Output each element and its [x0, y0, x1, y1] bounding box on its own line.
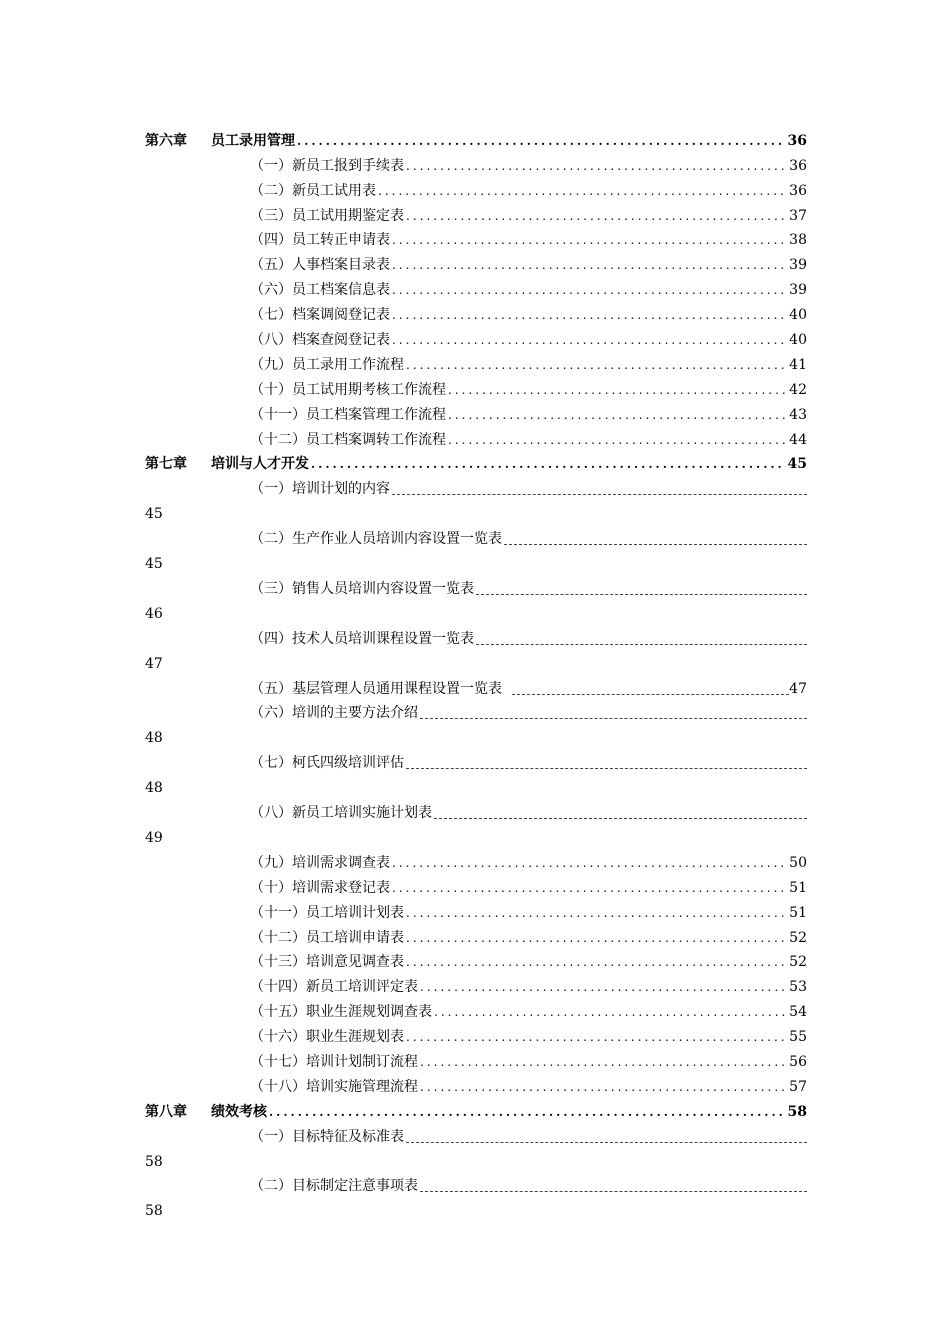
dot-leader: [392, 306, 787, 324]
entry-label: （四）员工转正申请表: [250, 232, 390, 249]
entry-label: （一）新员工报到手续表: [250, 157, 404, 174]
dot-leader: [448, 381, 787, 399]
chapter-heading: [145, 1103, 267, 1121]
dot-leader: [406, 157, 787, 175]
chapter-number: 第六章: [145, 132, 187, 149]
dot-leader: [392, 231, 787, 249]
page-number: 43: [789, 406, 807, 423]
page-number: 37: [789, 207, 807, 224]
page-number: 50: [789, 854, 807, 871]
entry-label: （一）培训计划的内容: [250, 481, 390, 498]
page-number: 44: [789, 431, 807, 448]
page-number: 40: [789, 332, 807, 349]
page-number: 52: [789, 929, 807, 946]
toc-entry[interactable]: [145, 1071, 807, 1096]
page-number: 36: [789, 157, 807, 174]
toc-entry[interactable]: [145, 996, 807, 1021]
toc-entry[interactable]: [145, 847, 807, 872]
page-number: 40: [789, 307, 807, 324]
page-number: 58: [145, 1153, 163, 1170]
dot-leader: [406, 953, 787, 971]
toc-entry[interactable]: [145, 175, 807, 200]
toc-entry-wrapped[interactable]: [145, 698, 807, 748]
toc-entry[interactable]: [145, 971, 807, 996]
dot-leader: [420, 1078, 787, 1096]
entry-label: （十八）培训实施管理流程: [250, 1078, 418, 1095]
dot-leader: [420, 1053, 787, 1071]
toc-entry-wrapped[interactable]: [145, 1171, 807, 1221]
entry-label: （十五）职业生涯规划调查表: [250, 1004, 432, 1021]
entry-label: （十二）员工培训申请表: [250, 929, 404, 946]
dash-leader: [434, 811, 807, 819]
page-number: 46: [145, 605, 163, 622]
page-number: 38: [789, 232, 807, 249]
page-number: 45: [145, 506, 163, 523]
toc-entry-wrapped[interactable]: [145, 573, 807, 623]
page-number: 53: [789, 979, 807, 996]
dot-leader: [406, 929, 787, 947]
toc-entry-wrapped[interactable]: [145, 623, 807, 673]
dot-leader: [392, 854, 787, 872]
dash-leader: [406, 1135, 807, 1143]
toc-entry[interactable]: [145, 299, 807, 324]
page-number: 45: [787, 456, 807, 473]
page-number: 39: [789, 282, 807, 299]
dash-leader: [476, 637, 807, 645]
dash-leader: [504, 537, 807, 545]
page-number: 56: [789, 1053, 807, 1070]
entry-label: （六）培训的主要方法介绍: [250, 705, 418, 722]
entry-label: （五）基层管理人员通用课程设置一览表: [250, 680, 502, 697]
toc-entry-wrapped[interactable]: [145, 1121, 807, 1171]
page-number: 58: [145, 1203, 163, 1220]
entry-label: （二）目标制定注意事项表: [250, 1178, 418, 1195]
dot-leader: [406, 904, 787, 922]
toc-entry[interactable]: [145, 374, 807, 399]
dash-leader: [476, 587, 807, 595]
toc-entry[interactable]: [145, 872, 807, 897]
dot-leader: [392, 879, 787, 897]
chapter-heading: [145, 132, 295, 150]
page-number: 39: [789, 257, 807, 274]
toc-entry[interactable]: [145, 922, 807, 947]
entry-label: （十七）培训计划制订流程: [250, 1053, 418, 1070]
toc-entry-wrapped[interactable]: [145, 747, 807, 797]
entry-label: （五）人事档案目录表: [250, 257, 390, 274]
toc-entry[interactable]: [145, 424, 807, 449]
entry-label: （十）员工试用期考核工作流程: [250, 381, 446, 398]
page-number: 48: [145, 730, 163, 747]
dash-leader: [512, 687, 789, 695]
page-number: 47: [789, 680, 807, 697]
dot-leader: [448, 431, 787, 449]
chapter-title: 培训与人才开发: [211, 456, 309, 473]
table-of-contents: [145, 125, 807, 1220]
toc-entry[interactable]: [145, 947, 807, 972]
entry-label: （十四）新员工培训评定表: [250, 979, 418, 996]
chapter-number: 第八章: [145, 1103, 187, 1120]
toc-entry[interactable]: [145, 150, 807, 175]
page-number: 47: [145, 655, 163, 672]
page-number: 48: [145, 780, 163, 797]
dot-leader: [392, 256, 787, 274]
page-number: 54: [789, 1004, 807, 1021]
toc-entry[interactable]: [145, 897, 807, 922]
toc-entry[interactable]: [145, 225, 807, 250]
page-number: 42: [789, 381, 807, 398]
toc-entry[interactable]: [145, 249, 807, 274]
entry-label: （八）档案查阅登记表: [250, 332, 390, 349]
toc-entry-wrapped[interactable]: [145, 797, 807, 847]
entry-label: （十六）职业生涯规划表: [250, 1029, 404, 1046]
dash-leader: [420, 711, 807, 719]
dash-leader: [406, 761, 807, 769]
page-number: 57: [789, 1078, 807, 1095]
dot-leader: [269, 1103, 786, 1121]
entry-label: （十二）员工档案调转工作流程: [250, 431, 446, 448]
entry-label: （十三）培训意见调查表: [250, 954, 404, 971]
dot-leader: [297, 132, 786, 150]
entry-label: （十）培训需求登记表: [250, 879, 390, 896]
entry-label: （九）培训需求调查表: [250, 854, 390, 871]
toc-entry[interactable]: [145, 324, 807, 349]
toc-entry[interactable]: [145, 1046, 807, 1071]
page-number: 51: [789, 904, 807, 921]
entry-label: （八）新员工培训实施计划表: [250, 805, 432, 822]
dot-leader: [448, 406, 787, 424]
dot-leader: [392, 281, 787, 299]
chapter-title: 绩效考核: [211, 1103, 267, 1120]
toc-entry-wrapped[interactable]: [145, 473, 807, 523]
chapter-number: 第七章: [145, 456, 187, 473]
entry-label: （十一）员工档案管理工作流程: [250, 406, 446, 423]
entry-label: （七）柯氏四级培训评估: [250, 755, 404, 772]
entry-label: （六）员工档案信息表: [250, 282, 390, 299]
page-number: 51: [789, 879, 807, 896]
chapter-heading: [145, 455, 309, 473]
toc-entry[interactable]: [145, 274, 807, 299]
dot-leader: [311, 455, 786, 473]
dash-leader: [392, 487, 807, 495]
dot-leader: [434, 1003, 787, 1021]
dot-leader: [406, 1028, 787, 1046]
dash-leader: [420, 1184, 807, 1192]
toc-chapter-8[interactable]: [145, 1096, 807, 1121]
dot-leader: [420, 978, 787, 996]
toc-chapter-7[interactable]: [145, 449, 807, 474]
page-number: 45: [145, 556, 163, 573]
page-number: 36: [789, 182, 807, 199]
dot-leader: [392, 331, 787, 349]
entry-label: （十一）员工培训计划表: [250, 904, 404, 921]
toc-entry[interactable]: [145, 200, 807, 225]
toc-entry-wrapped[interactable]: [145, 523, 807, 573]
toc-entry[interactable]: [145, 673, 807, 698]
chapter-title: 员工录用管理: [211, 132, 295, 149]
entry-label: （三）员工试用期鉴定表: [250, 207, 404, 224]
dot-leader: [406, 356, 787, 374]
toc-entry[interactable]: [145, 349, 807, 374]
entry-label: （七）档案调阅登记表: [250, 307, 390, 324]
toc-entry[interactable]: [145, 399, 807, 424]
entry-label: （二）新员工试用表: [250, 182, 376, 199]
page-number: 36: [787, 132, 807, 149]
page-number: 58: [787, 1103, 807, 1120]
page-number: 41: [789, 356, 807, 373]
toc-entry[interactable]: [145, 1021, 807, 1046]
entry-label: （三）销售人员培训内容设置一览表: [250, 580, 474, 597]
entry-label: （二）生产作业人员培训内容设置一览表: [250, 531, 502, 548]
dot-leader: [378, 182, 787, 200]
page-number: 52: [789, 954, 807, 971]
toc-chapter-6[interactable]: [145, 125, 807, 150]
dot-leader: [406, 207, 787, 225]
entry-label: （一）目标特征及标准表: [250, 1128, 404, 1145]
page-number: 55: [789, 1029, 807, 1046]
page-number: 49: [145, 829, 163, 846]
entry-label: （四）技术人员培训课程设置一览表: [250, 630, 474, 647]
entry-label: （九）员工录用工作流程: [250, 356, 404, 373]
